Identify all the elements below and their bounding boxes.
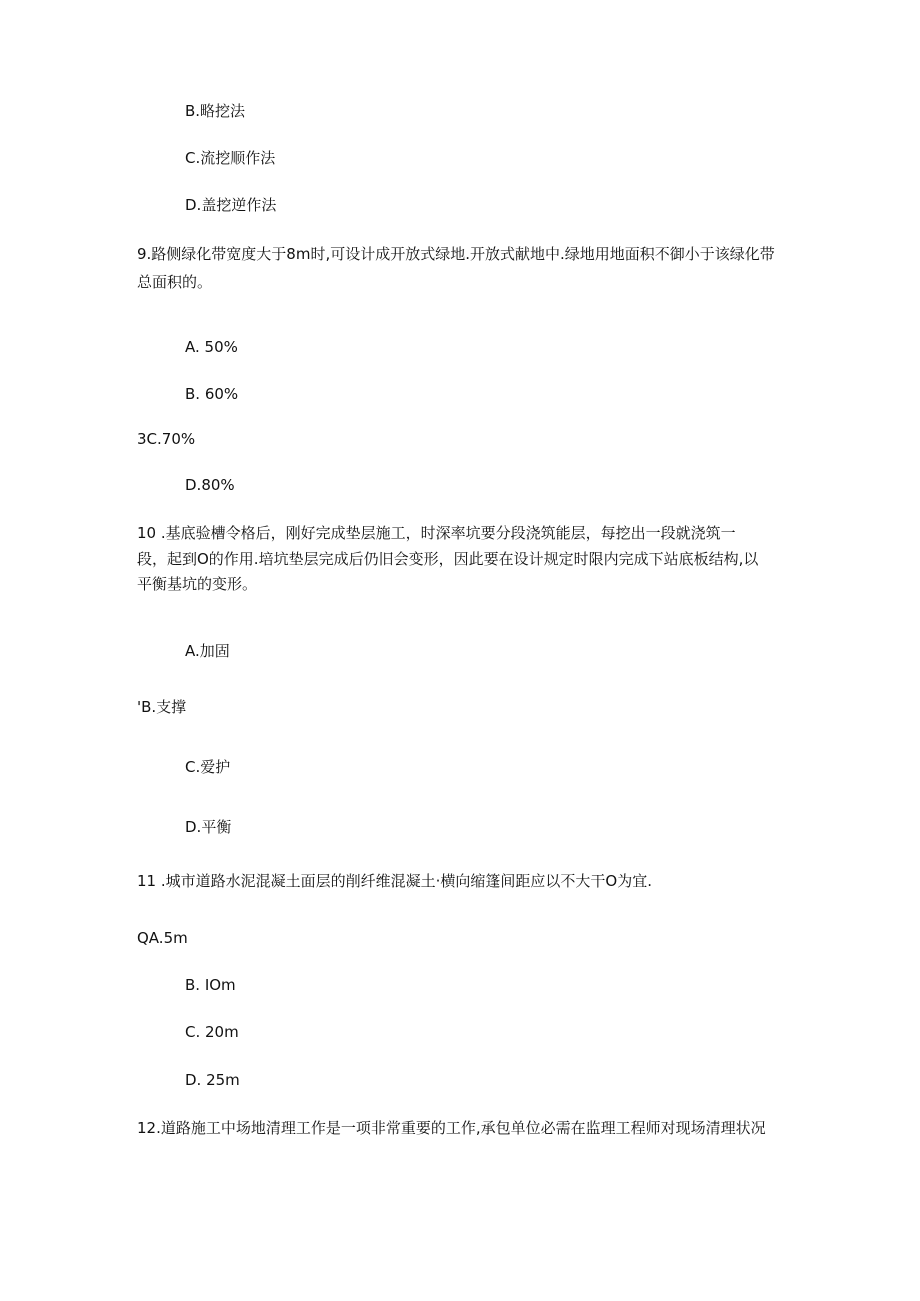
option-8c: C.流挖顺作法 [185,149,276,167]
option-8b: B.略挖法 [185,102,246,120]
question-9-line-1: 9.路侧绿化带宽度大于8m时,可设计成开放式绿地.开放式献地中.绿地用地面积不御小于该绿化带 [137,245,775,263]
question-12-line-1: 12.道路施工中场地清理工作是一项非常重要的工作,承包单位必需在监理工程师对现场清理状况 [137,1119,766,1137]
option-9b: B. 60% [185,385,239,403]
option-11d: D. 25m [185,1071,240,1089]
question-10-line-3: 平衡基坑的变形。 [137,575,258,593]
option-11a-marked: QA.5m [137,929,188,947]
option-11c: C. 20m [185,1023,239,1041]
option-9d: D.80% [185,476,235,494]
question-9-line-2: 总面积的。 [137,273,213,291]
option-10c: C.爱护 [185,758,231,776]
option-10b-marked: 'B.支撑 [137,698,187,716]
option-9a: A. 50% [185,338,238,356]
question-11: 11 .城市道路水泥混凝土面层的削纤维混凝土·横向缩篷间距应以不大干O为宜. [137,872,652,890]
question-10-line-1: 10 .基底验槽令格后，刚好完成垫层施工，时深率坑要分段浇筑能层，每挖出一段就浇筑一 [137,524,736,542]
option-9c-marked: 3C.70% [137,430,196,448]
question-10-line-2: 段，起到O的作用.培坑垫层完成后仍旧会变形，因此要在设计规定时限内完成下站底板结构,以 [137,550,759,568]
option-8d: D.盖挖逆作法 [185,196,277,214]
option-10d: D.平衡 [185,818,232,836]
option-11b: B. IOm [185,976,236,994]
option-10a: A.加固 [185,642,230,660]
